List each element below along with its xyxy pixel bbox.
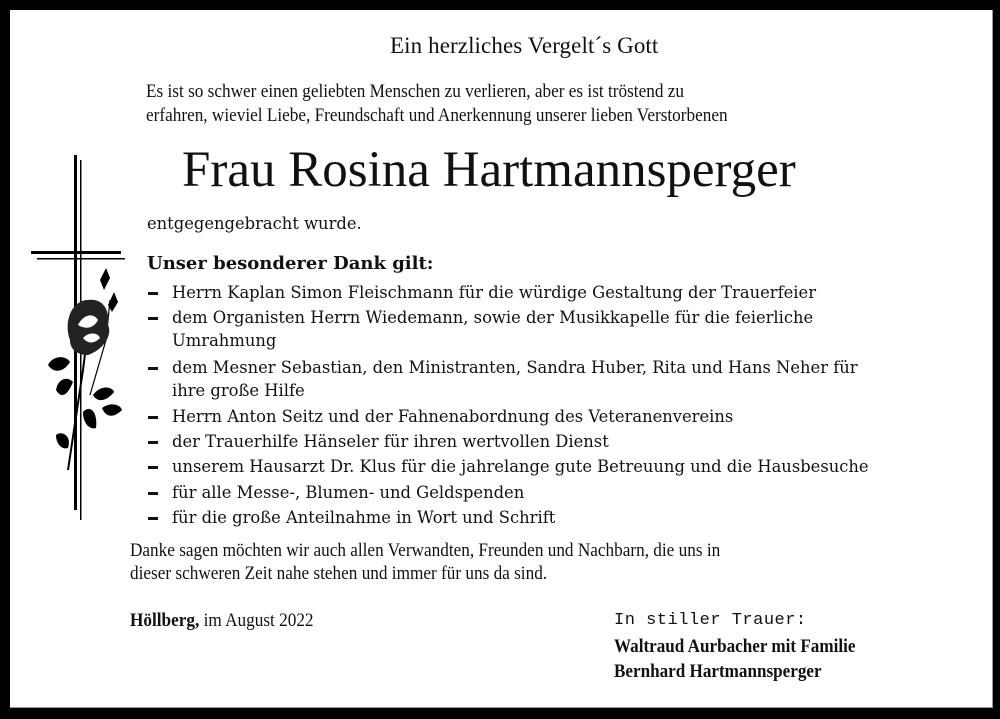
deceased-name: Frau Rosina Hartmannsperger xyxy=(182,142,796,198)
date: im August 2022 xyxy=(199,611,314,631)
headline: Ein herzliches Vergelt´s Gott xyxy=(390,33,659,58)
thanks-item: unserem Hausarzt Dr. Klus für die jahrelange gute Betreuung und die Hausbesuche xyxy=(172,457,869,476)
thanks-item: Herrn Kaplan Simon Fleischmann für die würdige Gestaltung der Trauerfeier xyxy=(172,283,817,302)
place-date xyxy=(130,611,314,632)
dash-icon xyxy=(148,517,158,520)
dash-icon xyxy=(148,317,158,320)
place: Höllberg, xyxy=(130,611,200,631)
thanks-item: dem Organisten Herrn Wiedemann, sowie der Musikkapelle für die feierliche xyxy=(172,308,814,327)
mourner-1: Waltraud Aurbacher mit Familie xyxy=(614,636,856,657)
thanks-heading: Unser besonderer Dank gilt: xyxy=(147,253,434,274)
intro-line-2: erfahren, wieviel Liebe, Freundschaft und Anerkennung unserer lieben Verstorbenen xyxy=(146,106,728,126)
thanks-item-cont: Umrahmung xyxy=(172,331,277,350)
cross-with-rose-icon xyxy=(28,150,128,520)
mourner-2: Bernhard Hartmannsperger xyxy=(614,661,822,682)
dash-icon xyxy=(148,292,158,295)
thanks-item: der Trauerhilfe Hänseler für ihren wertvollen Dienst xyxy=(172,432,609,451)
thanks-item: für alle Messe-, Blumen- und Geldspenden xyxy=(172,483,525,502)
thanks-item: für die große Anteilnahme in Wort und Schrift xyxy=(172,508,556,527)
thanks-item: Herrn Anton Seitz und der Fahnenabordnung des Veteranenvereins xyxy=(172,407,734,426)
dash-icon xyxy=(148,441,158,444)
dash-icon xyxy=(148,367,158,370)
intro-line-1: Es ist so schwer einen geliebten Menschen zu verlieren, aber es ist tröstend zu xyxy=(146,82,684,102)
closing-line-1: Danke sagen möchten wir auch allen Verwandten, Freunden und Nachbarn, die uns in xyxy=(130,541,721,561)
thanks-item-cont: ihre große Hilfe xyxy=(172,381,305,400)
thanks-item: dem Mesner Sebastian, den Ministranten, Sandra Huber, Rita und Hans Neher für xyxy=(172,358,858,377)
after-name-text: entgegengebracht wurde. xyxy=(147,214,362,233)
closing-line-2: dieser schweren Zeit nahe stehen und immer für uns da sind. xyxy=(130,564,548,584)
dash-icon xyxy=(148,416,158,419)
dash-icon xyxy=(148,492,158,495)
dash-icon xyxy=(148,466,158,469)
mourning-label: In stiller Trauer: xyxy=(614,611,807,630)
